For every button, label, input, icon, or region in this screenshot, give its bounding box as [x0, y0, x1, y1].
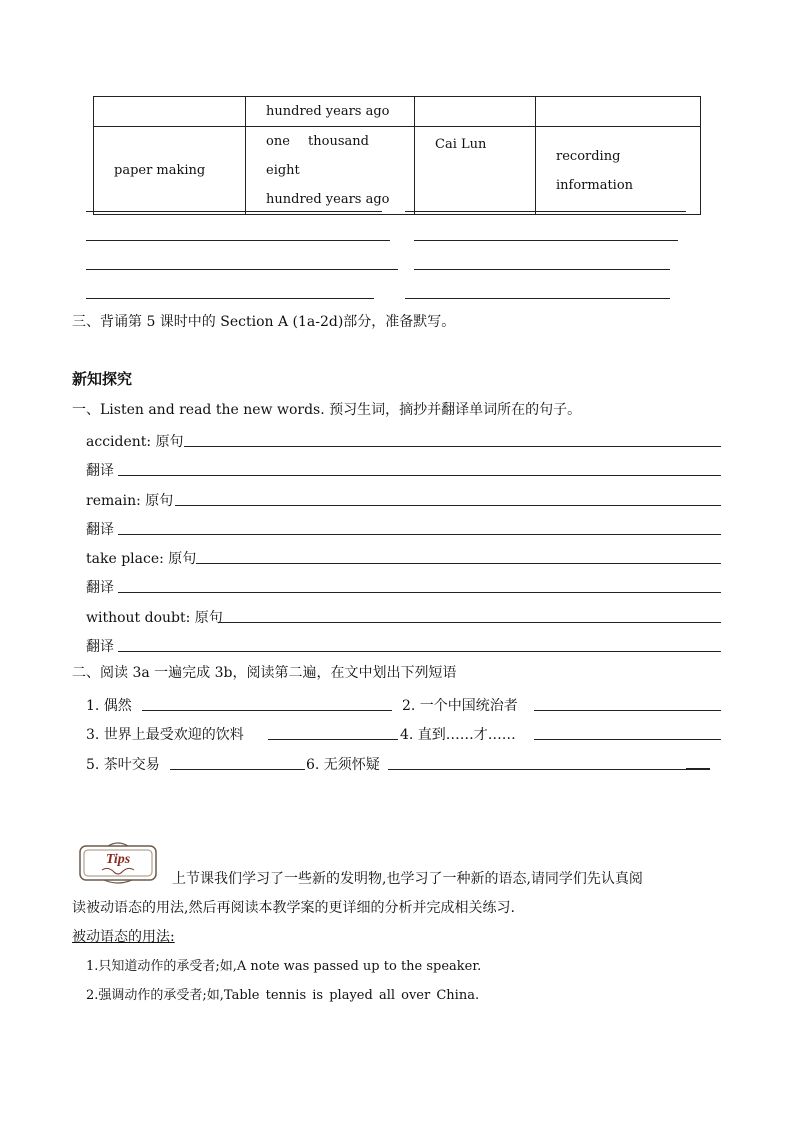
tips-text-line: 读被动语态的用法,然后再阅读本教学案的更详细的分析并完成相关练习. [72, 900, 515, 916]
tips-badge-icon [78, 840, 158, 886]
table-row [94, 127, 701, 215]
usage-item: 2.强调动作的承受者;如,Table tennis is played all over China. [86, 988, 480, 1003]
inventions-table [93, 96, 701, 215]
usage-item: 1.只知道动作的承受者;如,A note was passed up to the speaker. [86, 959, 482, 974]
translation-label: 翻译 [86, 463, 114, 479]
part-one-heading: 一、Listen and read the new words. 预习生词，摘抄并翻译单词所在的句子。 [72, 402, 582, 418]
vocab-label: remain: 原句 [86, 493, 174, 509]
table-cell [536, 97, 701, 127]
tips-badge [78, 840, 158, 886]
table-cell [94, 97, 246, 127]
answer-field[interactable] [175, 491, 721, 506]
table-cell: paper making [94, 127, 246, 215]
blank-line[interactable] [405, 211, 686, 212]
vocab-label: take place: 原句 [86, 551, 197, 567]
table-row [94, 97, 701, 127]
usage-title: 被动语态的用法: [72, 929, 175, 945]
answer-field[interactable] [118, 578, 721, 593]
tips-badge-text: Tips [105, 852, 131, 867]
cell-line: one thousand eight [266, 134, 369, 178]
table-cell [246, 127, 415, 215]
blank-line[interactable] [405, 298, 670, 299]
answer-field[interactable] [142, 696, 392, 711]
answer-field[interactable] [170, 755, 305, 770]
translation-label: 翻译 [86, 522, 114, 538]
blank-line[interactable] [414, 240, 678, 241]
blank-line[interactable] [86, 240, 390, 241]
table-cell: hundred years ago [246, 97, 415, 127]
phrase-label: 6. 无须怀疑 [306, 757, 380, 773]
answer-field[interactable] [534, 696, 721, 711]
answer-field[interactable] [118, 520, 721, 535]
blank-line[interactable] [86, 269, 398, 270]
phrase-label: 4. 直到……才…… [400, 727, 516, 743]
table-cell: Cai Lun [415, 127, 536, 215]
answer-field[interactable] [388, 755, 686, 770]
blank-line [686, 768, 710, 770]
answer-field[interactable] [118, 637, 721, 652]
cell-line: hundred years ago [266, 192, 390, 207]
table-cell [536, 127, 701, 215]
tips-text-line: 上节课我们学习了一些新的发明物,也学习了一种新的语态,请同学们先认真阅 [172, 871, 643, 887]
section-title: 新知探究 [72, 370, 133, 388]
answer-field[interactable] [118, 461, 721, 476]
answer-field[interactable] [220, 608, 721, 623]
vocab-label: without doubt: 原句 [86, 610, 223, 626]
phrase-label: 3. 世界上最受欢迎的饮料 [86, 727, 244, 743]
translation-label: 翻译 [86, 580, 114, 596]
blank-line[interactable] [86, 211, 382, 212]
blank-line[interactable] [86, 298, 374, 299]
part-two-heading: 二、阅读 3a 一遍完成 3b，阅读第二遍，在文中划出下列短语 [72, 665, 457, 681]
answer-field[interactable] [184, 432, 721, 447]
phrase-label: 5. 茶叶交易 [86, 757, 160, 773]
blank-line[interactable] [414, 269, 670, 270]
phrase-label: 2. 一个中国统治者 [402, 698, 518, 714]
vocab-label: accident: 原句 [86, 434, 184, 450]
phrase-label: 1. 偶然 [86, 698, 132, 714]
section-three-instruction: 三、背诵第 5 课时中的 Section A (1a-2d)部分，准备默写。 [72, 314, 456, 330]
answer-field[interactable] [196, 549, 721, 564]
answer-field[interactable] [534, 725, 721, 740]
cell-line: information [556, 177, 634, 193]
translation-label: 翻译 [86, 639, 114, 655]
table-cell [415, 97, 536, 127]
cell-line: recording [556, 148, 621, 164]
answer-field[interactable] [268, 725, 398, 740]
